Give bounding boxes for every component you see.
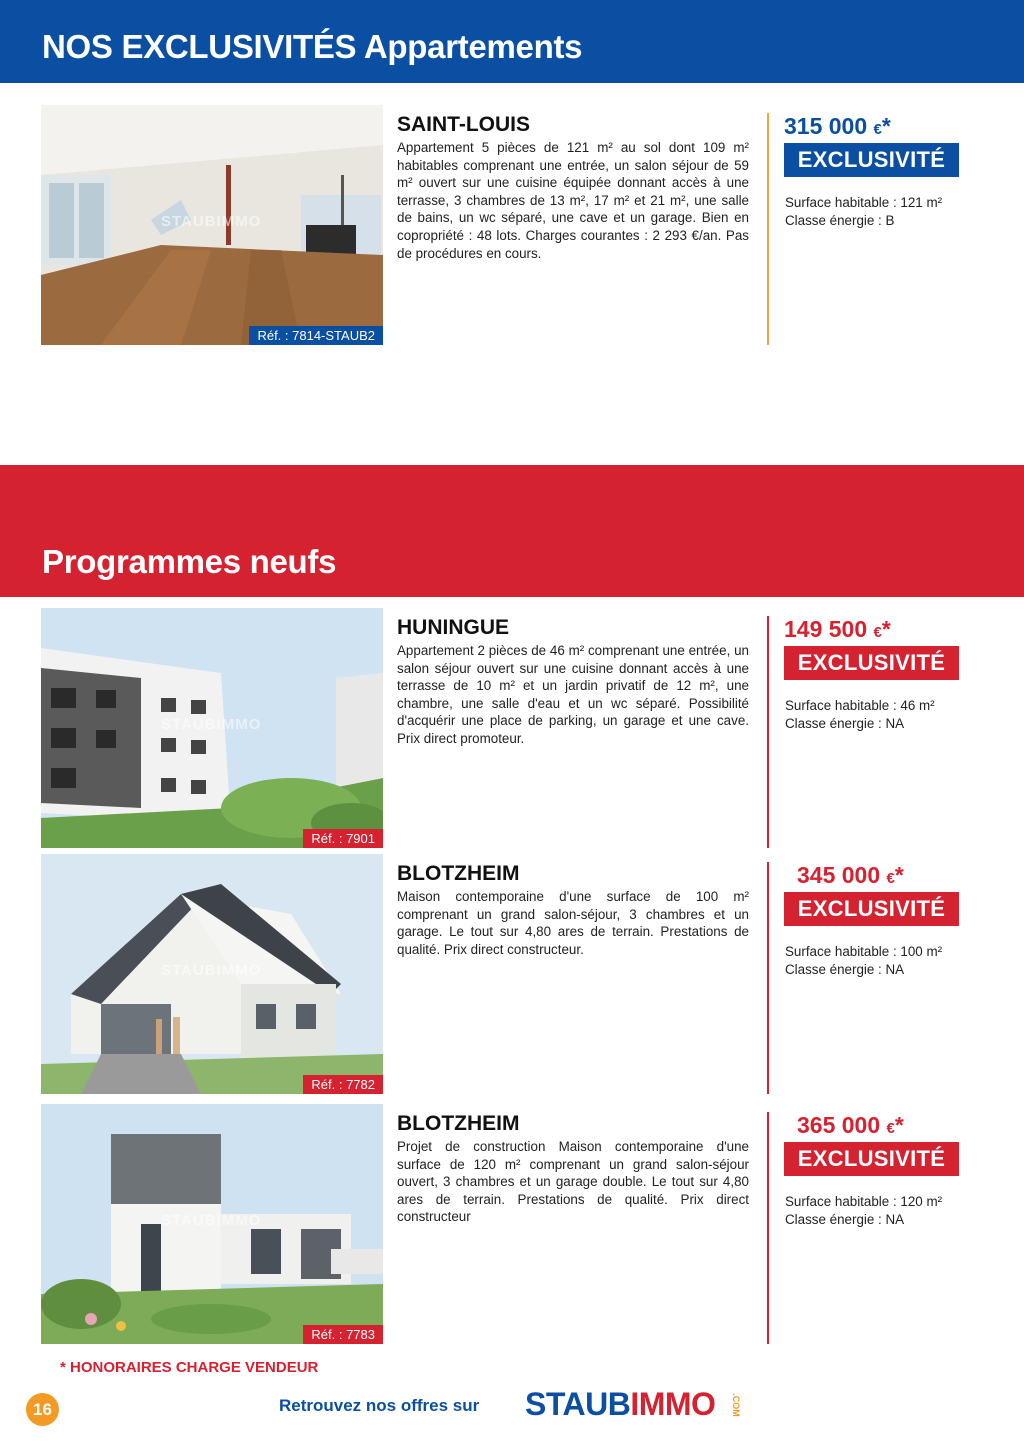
divider [767,113,769,345]
logo-domain: .COM [730,1393,741,1417]
staubimmo-logo[interactable] [525,1386,715,1423]
listing-city: BLOTZHEIM [397,862,520,885]
exclusivity-badge: EXCLUSIVITÉ [784,1142,959,1176]
reference-label: Réf. : 7783 [303,1325,383,1344]
energy-class-label: Classe énergie : NA [785,1212,905,1227]
header-banner [0,0,1024,83]
listing-price: 149 500 €* [784,616,891,642]
energy-class-label: Classe énergie : NA [785,716,905,731]
listing-city: BLOTZHEIM [397,1112,520,1135]
listing-price: 365 000 €* [797,1112,904,1138]
photo-watermark: STAUBIMMO [161,213,262,230]
listing-photo[interactable] [41,608,383,848]
surface-label: Surface habitable : 121 m² [785,195,943,210]
energy-class-label: Classe énergie : B [785,213,895,228]
page-title: NOS EXCLUSIVITÉS Appartements [42,28,583,65]
divider [767,616,769,848]
exclusivity-badge: EXCLUSIVITÉ [784,646,959,680]
exclusivity-badge: EXCLUSIVITÉ [784,892,959,926]
fees-footnote: * HONORAIRES CHARGE VENDEUR [60,1359,319,1376]
divider [767,1112,769,1344]
listing-price: 315 000 €* [784,113,891,139]
listing-city: HUNINGUE [397,616,510,639]
page-number: 16 [26,1393,59,1426]
listing-description: Appartement 2 pièces de 46 m² comprenant une entrée, un salon séjour ouvert sur une cuisine donnant accès à une terrasse de 10 m² et un jardin privatif de 12 m², une chambre, une salle d'eau et un wc séparé. Possibilité d'acquérir une place de parking, un garage et une cave. Prix direct promoteur. [397,643,749,746]
surface-label: Surface habitable : 120 m² [785,1194,943,1209]
listing-price: 345 000 €* [797,862,904,888]
listing-photo[interactable] [41,854,383,1094]
website-prompt: Retrouvez nos offres sur [279,1396,480,1415]
listing-description: Appartement 5 pièces de 121 m² au sol dont 109 m² habitables comprenant une entrée, un salon séjour de 59 m² ouvert sur une cuisine équipée donnant accès à une terrasse, 3 chambres de 13 m², 17 m² et 21 m², une salle de bains, un wc séparé, une cave et un garage. Bien en copropriété : 48 lots. Charges courantes : 2 293 €/an. Pas de procédures en cours. [397,140,749,261]
energy-class-label: Classe énergie : NA [785,962,905,977]
logo-part-staub: STAUB [525,1386,631,1422]
section-banner [0,465,1024,597]
reference-label: Réf. : 7901 [303,829,383,848]
reference-label: Réf. : 7782 [303,1075,383,1094]
section-title: Programmes neufs [42,543,337,580]
listing-photo[interactable] [41,1104,383,1344]
divider [767,862,769,1094]
logo-part-immo: IMMO [630,1386,716,1422]
listing-city: SAINT-LOUIS [397,113,531,136]
photo-watermark: STAUBIMMO [161,716,262,733]
photo-watermark: STAUBIMMO [161,1212,262,1229]
exclusivity-badge: EXCLUSIVITÉ [784,143,959,177]
listing-description: Maison contemporaine d'une surface de 100 m² comprenant un grand salon-séjour, 3 chambres et un garage. Le tout sur 4,80 ares de terrain. Prestations de qualité. Prix direct constructeur. [397,889,749,957]
listing-photo[interactable] [41,105,383,345]
reference-label: Réf. : 7814-STAUB2 [249,326,383,345]
photo-watermark: STAUBIMMO [161,962,262,979]
listing-description: Projet de construction Maison contemporaine d'une surface de 120 m² comprenant un grand salon-séjour ouvert, 3 chambres et un garage double. Le tout sur 4,80 ares de terrain. Prestations de qualité. Prix direct constructeur [397,1139,749,1225]
surface-label: Surface habitable : 100 m² [785,944,943,959]
surface-label: Surface habitable : 46 m² [785,698,935,713]
